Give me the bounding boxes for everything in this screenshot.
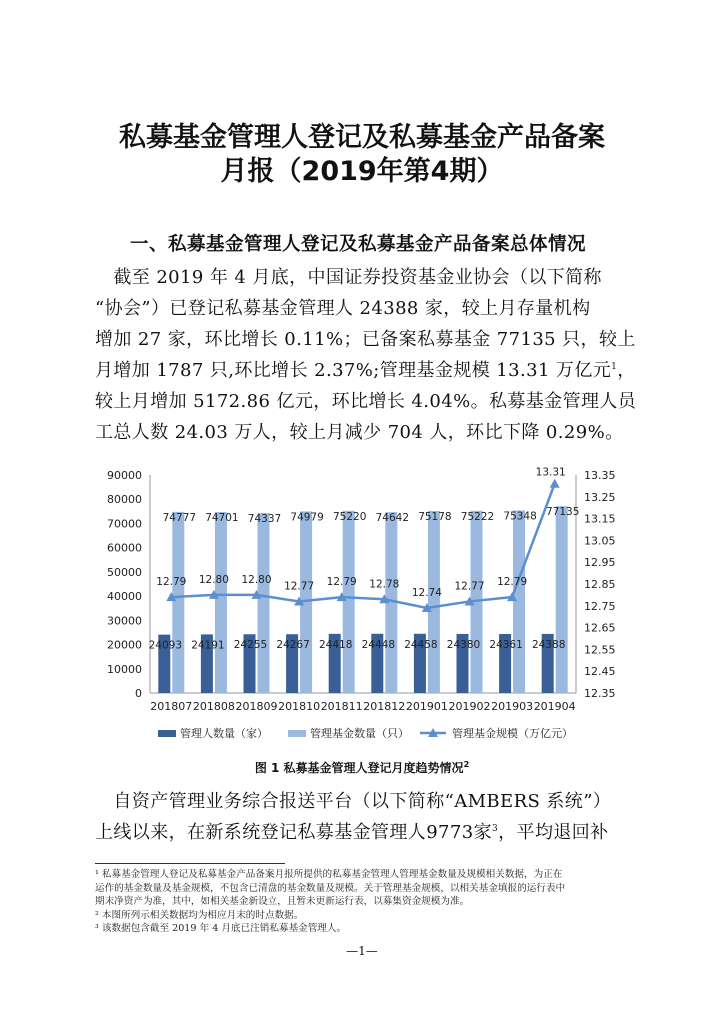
bar-managers-label: 24361 <box>489 638 523 651</box>
figure-caption-text: 图 1 私募基金管理人登记月度趋势情况 <box>254 761 464 775</box>
footnote-line: 运作的基金数量及基金规模，不包含已清盘的基金数量及规模。关于管理基金规模，以相关基金填报的运行表中 <box>95 882 566 894</box>
line-marker <box>550 479 560 488</box>
x-tick-label: 201811 <box>320 700 363 713</box>
bar-funds-label: 74701 <box>205 512 239 525</box>
y-left-tick-label: 40000 <box>107 590 142 604</box>
y-right-tick-label: 13.25 <box>584 490 616 504</box>
y-left-tick-label: 10000 <box>107 662 142 676</box>
x-tick-label: 201901 <box>405 700 448 713</box>
y-right-tick-label: 12.45 <box>584 665 616 679</box>
footnote-line: ¹ 私募基金管理人登记及私募基金产品备案月报所提供的私募基金管理人管理基金数量及规模相关数据，为正在 <box>95 869 563 880</box>
bar-funds <box>172 512 184 693</box>
para-line-text: 上线以来，在新系统登记私募基金管理人9773家 <box>95 822 493 843</box>
bar-funds <box>215 512 227 693</box>
y-right-tick-label: 13.35 <box>584 469 616 482</box>
bar-managers-label: 24093 <box>148 639 183 652</box>
page-number: —1— <box>346 944 378 958</box>
bar-funds-label: 75178 <box>418 510 452 523</box>
bar-funds <box>513 510 525 693</box>
bar-managers-label: 24448 <box>361 638 396 651</box>
line-value-label: 12.79 <box>326 576 357 589</box>
para-line: 较上月增加 5172.86 亿元，环比增长 4.04%。私募基金管理人员 <box>95 391 637 412</box>
y-right-tick-label: 12.35 <box>584 687 616 700</box>
footnote-line: ³ 该数据包含截至 2019 年 4 月底已注销私募基金管理人。 <box>95 923 347 934</box>
bar-funds-label: 74979 <box>290 511 324 524</box>
section-heading: 一、私募基金管理人登记及私募基金产品备案总体情况 <box>130 234 587 255</box>
bar-managers-label: 24380 <box>446 638 481 651</box>
line-value-label: 12.78 <box>369 578 400 591</box>
y-left-tick-label: 60000 <box>107 541 142 555</box>
bar-funds-label: 75348 <box>503 510 537 523</box>
line-value-label: 12.80 <box>198 573 229 586</box>
para-line: 增加 27 家，环比增长 0.11%；已备案私募基金 77135 只，较上 <box>95 329 636 350</box>
y-left-tick-label: 70000 <box>107 517 142 531</box>
y-right-tick-label: 12.95 <box>584 556 616 570</box>
y-left-tick-label: 90000 <box>107 469 142 482</box>
bar-funds-label: 77135 <box>545 506 580 519</box>
footnote-line: ² 本图所列示相关数据均为相应月末的时点数据。 <box>95 909 304 921</box>
legend-swatch-funds <box>288 730 306 737</box>
legend-label-scale: 管理基金规模（万亿元） <box>452 727 573 740</box>
y-left-tick-label: 50000 <box>107 565 142 579</box>
y-left-tick-label: 0 <box>135 687 142 700</box>
x-tick-label: 201902 <box>448 700 491 713</box>
overview-paragraph <box>95 262 635 448</box>
bar-funds <box>343 511 355 693</box>
footnotes <box>95 868 635 936</box>
bar-managers-label: 24255 <box>233 639 268 652</box>
para-line: 自资产管理业务综合报送平台（以下简称“AMBERS 系统”） <box>95 791 612 812</box>
bar-managers-label: 24458 <box>404 638 438 651</box>
line-value-label: 12.77 <box>284 580 315 593</box>
x-tick-label: 201808 <box>192 700 235 713</box>
y-right-tick-label: 13.05 <box>584 534 616 548</box>
monthly-trend-chart <box>98 462 618 752</box>
line-value-label: 12.74 <box>411 586 442 599</box>
bar-funds-label: 74337 <box>247 512 282 525</box>
bar-managers-label: 24191 <box>191 639 225 652</box>
bar-funds-label: 75222 <box>460 510 495 523</box>
x-tick-label: 201810 <box>278 700 321 713</box>
para-line: 截至 2019 年 4 月底，中国证券投资基金业协会（以下简称 <box>95 267 602 288</box>
y-right-tick-label: 12.55 <box>584 643 616 657</box>
line-value-label: 12.80 <box>241 573 272 586</box>
x-tick-label: 201903 <box>491 700 534 713</box>
bar-funds <box>556 506 568 693</box>
footnote-line: 期末净资产为准，其中，如相关基金新设立，且暂未更新运行表，以募集资金规模为准。 <box>95 896 470 907</box>
para-line <box>95 817 635 848</box>
line-value-label: 13.31 <box>535 466 566 479</box>
y-right-tick-label: 12.85 <box>584 578 616 591</box>
x-tick-label: 201904 <box>533 700 576 713</box>
y-right-tick-label: 12.75 <box>584 599 616 613</box>
bar-funds <box>258 513 270 693</box>
line-fund-scale <box>171 484 554 608</box>
line-value-label: 12.77 <box>454 580 485 593</box>
bar-managers-label: 24418 <box>318 638 353 651</box>
x-tick-label: 201809 <box>235 700 278 713</box>
report-title-line1: 私募基金管理人登记及私募基金产品备案 <box>119 122 605 153</box>
bar-managers-label: 24388 <box>531 638 566 651</box>
bar-funds <box>428 511 440 693</box>
x-tick-label: 201807 <box>150 700 193 713</box>
y-right-tick-label: 12.65 <box>584 621 616 635</box>
bar-funds-label: 75220 <box>332 510 367 523</box>
footnote-ref: 1 <box>611 362 618 372</box>
footnote-divider <box>95 863 285 864</box>
ambers-paragraph <box>95 786 635 848</box>
report-title-line2: 月报（2019年第4期） <box>220 156 504 187</box>
line-value-label: 12.79 <box>156 576 187 589</box>
y-right-tick-label: 13.15 <box>584 512 616 526</box>
legend-label-funds: 管理基金数量（只） <box>310 727 409 740</box>
para-line: 月增加 1787 只,环比增长 2.37%;管理基金规模 13.31 万亿元$^1$， <box>95 360 636 381</box>
footnote-ref: 2 <box>463 760 470 769</box>
x-tick-label: 201812 <box>363 700 406 713</box>
bar-funds-label: 74777 <box>162 511 197 524</box>
para-line: “协会”）已登记私募基金管理人 24388 家，较上月存量机构 <box>95 298 591 319</box>
para-line-text: 月增加 1787 只,环比增长 2.37%;管理基金规模 13.31 万亿元 <box>95 360 612 381</box>
line-value-label: 12.79 <box>497 576 528 589</box>
figure-caption <box>0 759 724 776</box>
y-left-tick-label: 20000 <box>107 638 142 652</box>
para-line-text: ，平均退回补 <box>498 822 609 843</box>
bar-funds-label: 74642 <box>375 512 410 525</box>
para-line: 工总人数 24.03 万人，较上月减少 704 人，环比下降 0.29%。 <box>95 422 624 443</box>
legend-swatch-managers <box>158 730 176 737</box>
y-left-tick-label: 30000 <box>107 614 142 628</box>
bar-managers-label: 24267 <box>276 639 310 652</box>
footnote-ref: 3 <box>492 824 499 834</box>
legend-label-managers: 管理人数量（家） <box>180 727 268 740</box>
y-left-tick-label: 80000 <box>107 493 142 507</box>
